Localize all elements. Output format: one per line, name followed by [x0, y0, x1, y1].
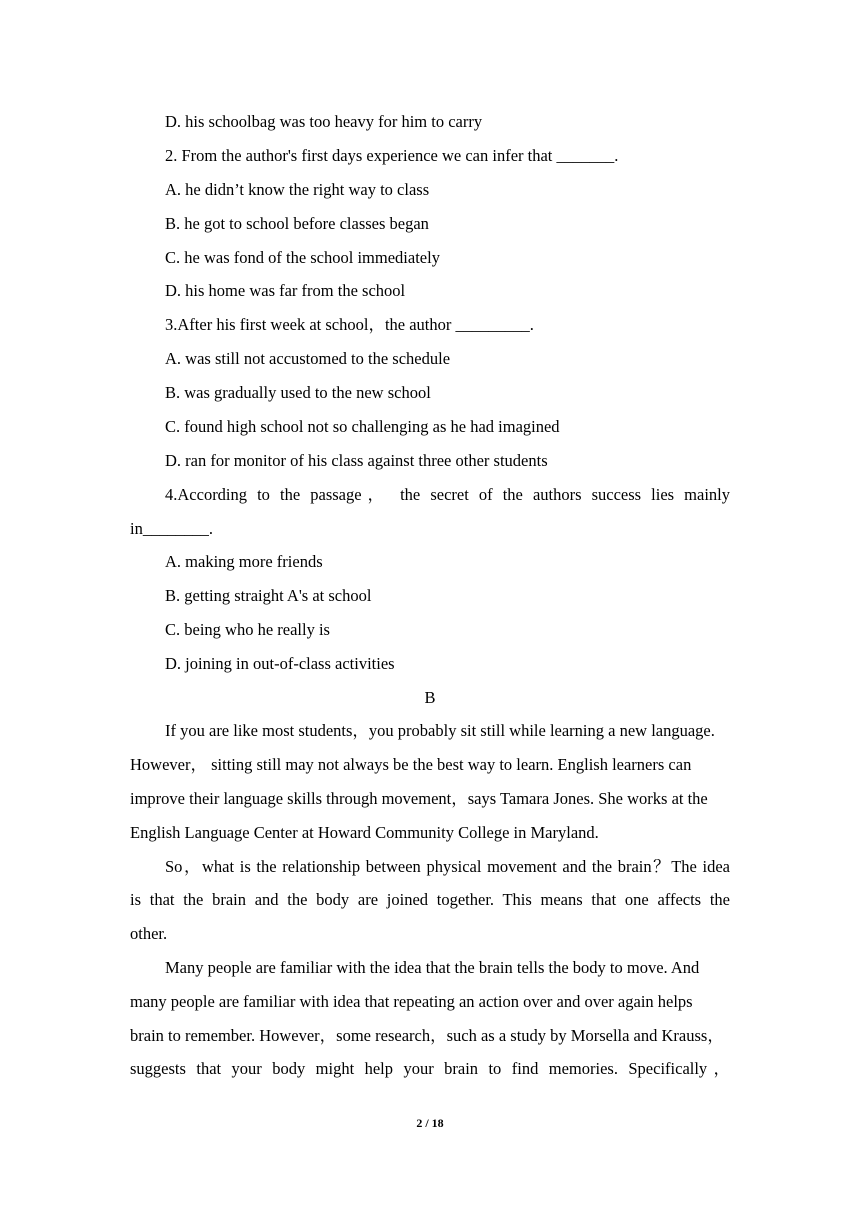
question-2: 2. From the author's first days experience we can infer that _______.	[165, 146, 619, 165]
question-4: 4.According to the passage， the secret of the authors success lies mainly	[165, 485, 730, 504]
paragraph-line: If you are like most students，you probably sit still while learning a new language.	[165, 721, 715, 740]
paragraph-line: English Language Center at Howard Community College in Maryland.	[130, 823, 599, 842]
paragraph-line: However， sitting still may not always be the best way to learn. English learners can	[130, 755, 692, 774]
option-1d: D. his schoolbag was too heavy for him to carry	[165, 112, 483, 131]
option-3d: D. ran for monitor of his class against three other students	[165, 451, 548, 470]
page-number: 2 / 18	[416, 1116, 444, 1130]
option-2d: D. his home was far from the school	[165, 281, 406, 300]
option-4b: B. getting straight A's at school	[165, 586, 372, 605]
option-4c: C. being who he really is	[165, 620, 330, 639]
option-2c: C. he was fond of the school immediately	[165, 248, 440, 267]
option-2b: B. he got to school before classes began	[165, 214, 429, 233]
option-2a: A. he didn’t know the right way to class	[165, 180, 430, 199]
paragraph-line: suggests that your body might help your brain to find memories. Specifically，	[130, 1059, 730, 1078]
option-3c: C. found high school not so challenging as he had imagined	[165, 417, 560, 436]
paragraph-line: Many people are familiar with the idea that the brain tells the body to move. And	[165, 958, 700, 977]
paragraph-line: brain to remember. However，some research，such as a study by Morsella and Krauss，	[130, 1026, 724, 1045]
option-3b: B. was gradually used to the new school	[165, 383, 431, 402]
paragraph-line: improve their language skills through movement，says Tamara Jones. She works at the	[130, 789, 708, 808]
section-heading: B	[424, 688, 436, 707]
option-4d: D. joining in out-of-class activities	[165, 654, 395, 673]
paragraph-line: is that the brain and the body are joined together. This means that one affects the	[130, 890, 730, 909]
paragraph-line: many people are familiar with idea that repeating an action over and over again helps	[130, 992, 693, 1011]
question-3: 3.After his first week at school，the author _________.	[165, 315, 534, 334]
question-4-cont: in________.	[130, 519, 213, 538]
paragraph-line: other.	[130, 924, 168, 943]
option-4a: A. making more friends	[165, 552, 323, 571]
paragraph-line: So，what is the relationship between physical movement and the brain？The idea	[165, 857, 730, 876]
option-3a: A. was still not accustomed to the schedule	[165, 349, 451, 368]
